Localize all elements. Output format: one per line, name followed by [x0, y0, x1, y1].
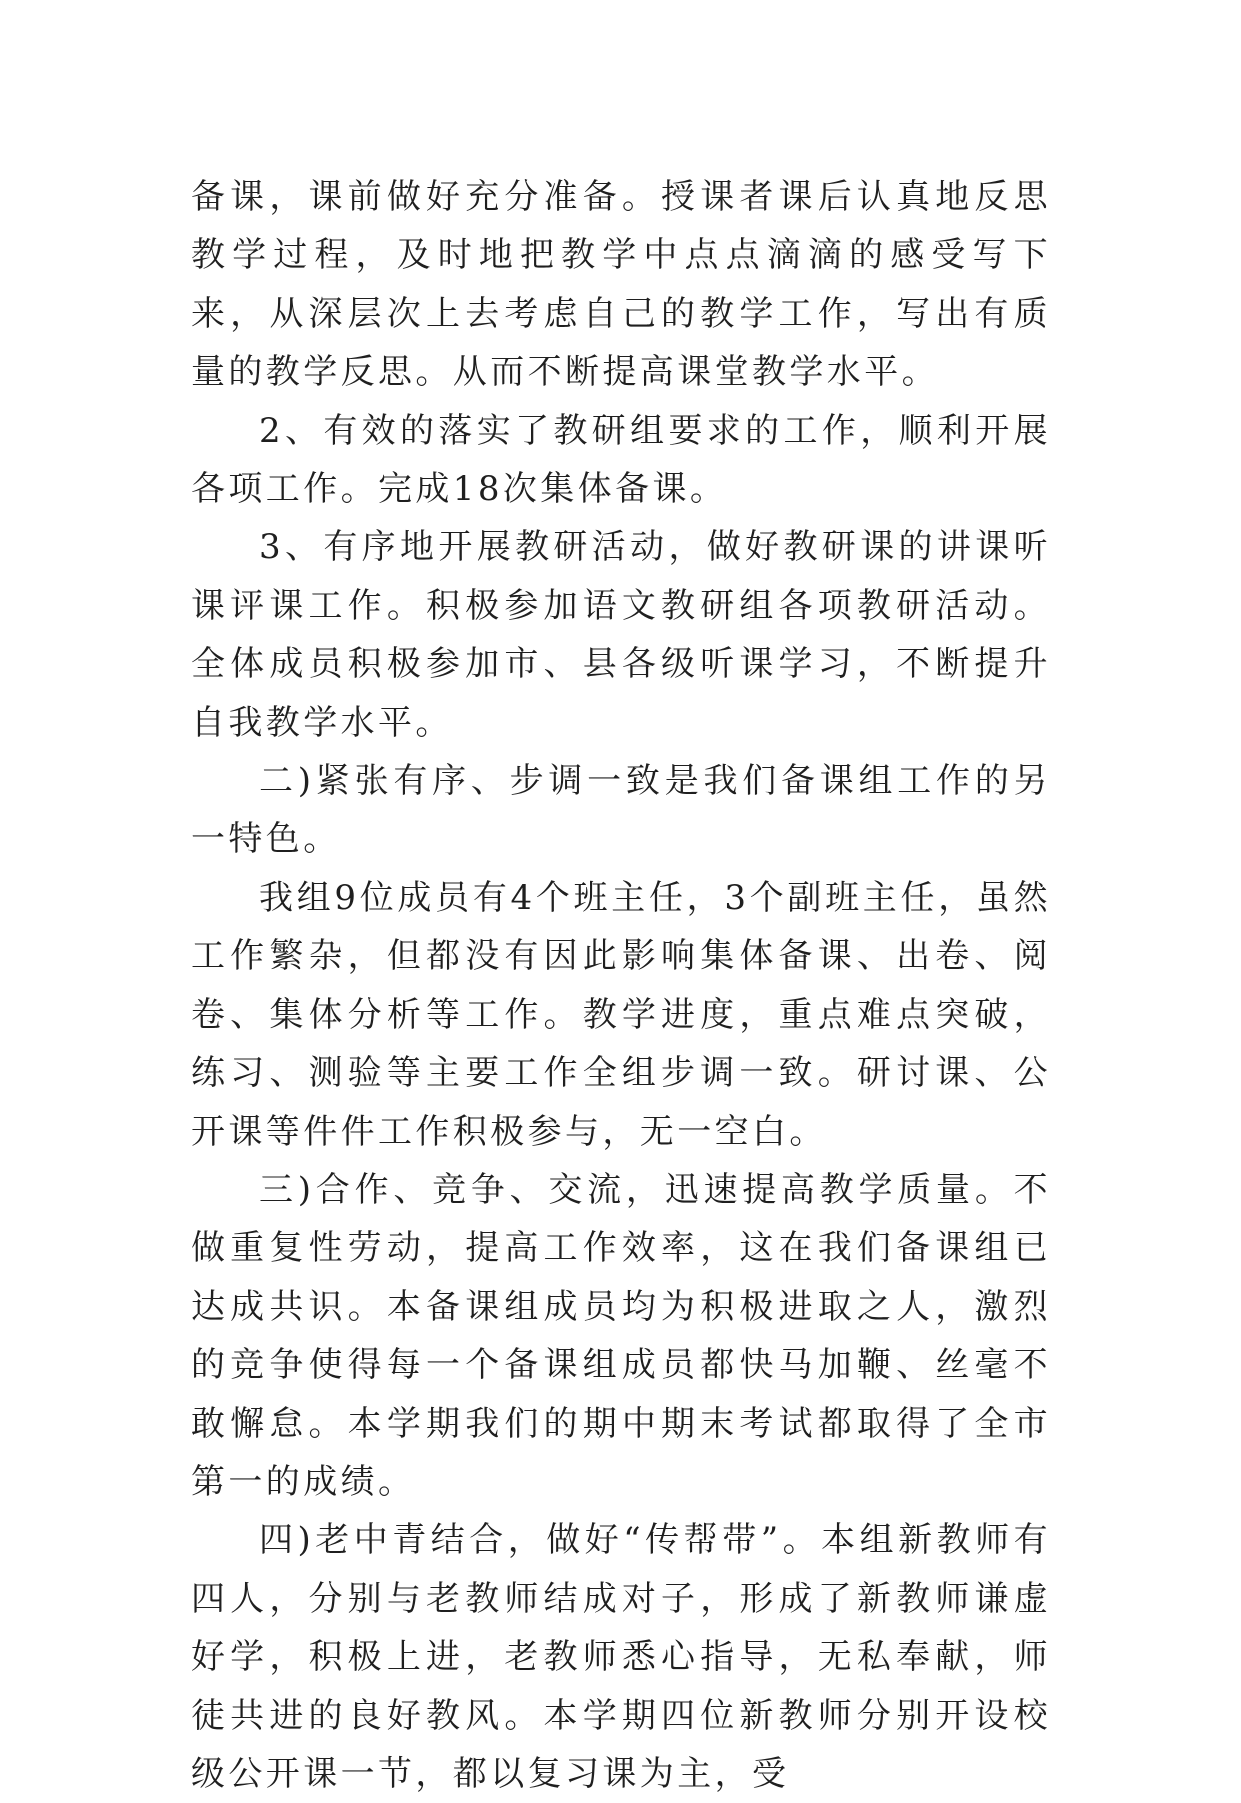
paragraph-section-2-body: 我组9位成员有4个班主任，3个副班主任，虽然工作繁杂，但都没有因此影响集体备课、出卷、阅卷、集体分析等工作。教学进度，重点难点突破，练习、测验等主要工作全组步调一致。研讨课、公开课等件件工作积极参与，无一空白。: [191, 877, 1051, 1152]
body-text: [191, 168, 1051, 1803]
paragraph-section-4: 四)老中青结合，做好“传帮带”。本组新教师有四人，分别与老教师结成对子，形成了新教师谦虚好学，积极上进，老教师悉心指导，无私奉献，师徒共进的良好教风。本学期四位新教师分别开设校级公开课一节，都以复习课为主，受: [191, 1520, 1051, 1794]
paragraph-item-3: 3、有序地开展教研活动，做好教研课的讲课听课评课工作。积极参加语文教研组各项教研活动。全体成员积极参加市、县各级听课学习，不断提升自我教学水平。: [191, 527, 1051, 743]
paragraph-section-3: 三)合作、竞争、交流，迅速提高教学质量。不做重复性劳动，提高工作效率，这在我们备课组已达成共识。本备课组成员均为积极进取之人，激烈的竞争使得每一个备课组成员都快马加鞭、丝毫不敢懈怠。本学期我们的期中期末考试都取得了全市第一的成绩。: [191, 1169, 1051, 1502]
paragraph-continued: 备课，课前做好充分准备。授课者课后认真地反思教学过程，及时地把教学中点点滴滴的感受写下来，从深层次上去考虑自己的教学工作，写出有质量的教学反思。从而不断提高课堂教学水平。: [191, 177, 1051, 393]
paragraph-item-2: 2、有效的落实了教研组要求的工作，顺利开展各项工作。完成18次集体备课。: [191, 410, 1051, 510]
paragraph-section-2-heading: 二)紧张有序、步调一致是我们备课组工作的另一特色。: [191, 761, 1051, 860]
document-page: [191, 0, 1051, 1794]
